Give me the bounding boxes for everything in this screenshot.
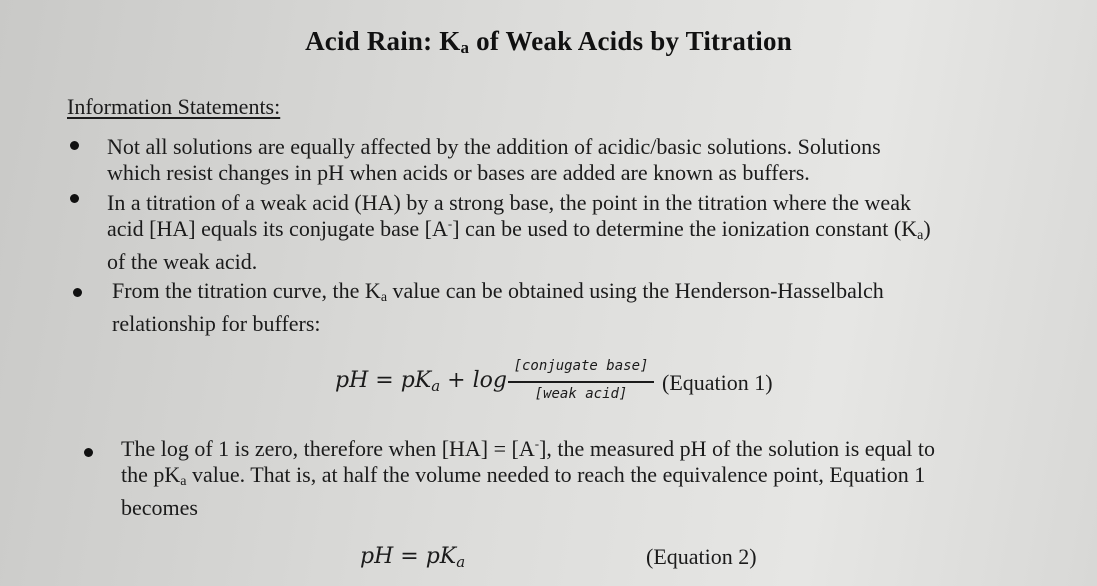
- document-title: Acid Rain: $K_a$ of Weak Acids by Titration: [305, 26, 792, 57]
- equation-1-denominator: [weak acid]: [534, 386, 628, 402]
- bullet-marker: [70, 141, 79, 150]
- section-heading: Information Statements:: [67, 94, 281, 119]
- bullet-text-titration: In a titration of a weak acid (HA) by a strong base, the point in the titration where the weak acid [HA] equals its conjugate base [A-] can be used to determine the ionization constant $(K_a)$ of the weak acid.: [107, 190, 931, 274]
- bullet-text-half-equivalence: The log of 1 is zero, therefore when [HA] = [A-], the measured pH of the solution is equal to the $pK_a$ value. That is, at half the volume needed to reach the equivalence point, Equation 1 becomes: [121, 436, 936, 520]
- equation-1-numerator: [conjugate base]: [513, 358, 649, 374]
- equation-1-label: (Equation 1): [662, 370, 773, 395]
- bullet-marker: [73, 288, 82, 297]
- equation-2-expression: pH = $pK_a$: [360, 544, 466, 571]
- bullet-marker: [70, 194, 79, 203]
- equation-1-fraction-bar: [508, 381, 654, 383]
- bullet-text-henderson: From the titration curve, the $K_a$ value can be obtained using the Henderson-Hasselbalch relationship for buffers:: [112, 278, 884, 336]
- equation-2-label: (Equation 2): [646, 544, 757, 569]
- equation-1-expression: pH = $pK_a + \log$: [335, 368, 507, 395]
- bullet-text-buffers: Not all solutions are equally affected by the addition of acidic/basic solutions. Solutions which resist changes in pH when acids or bases are added are known as buffers.: [107, 134, 881, 185]
- bullet-marker: [84, 448, 93, 457]
